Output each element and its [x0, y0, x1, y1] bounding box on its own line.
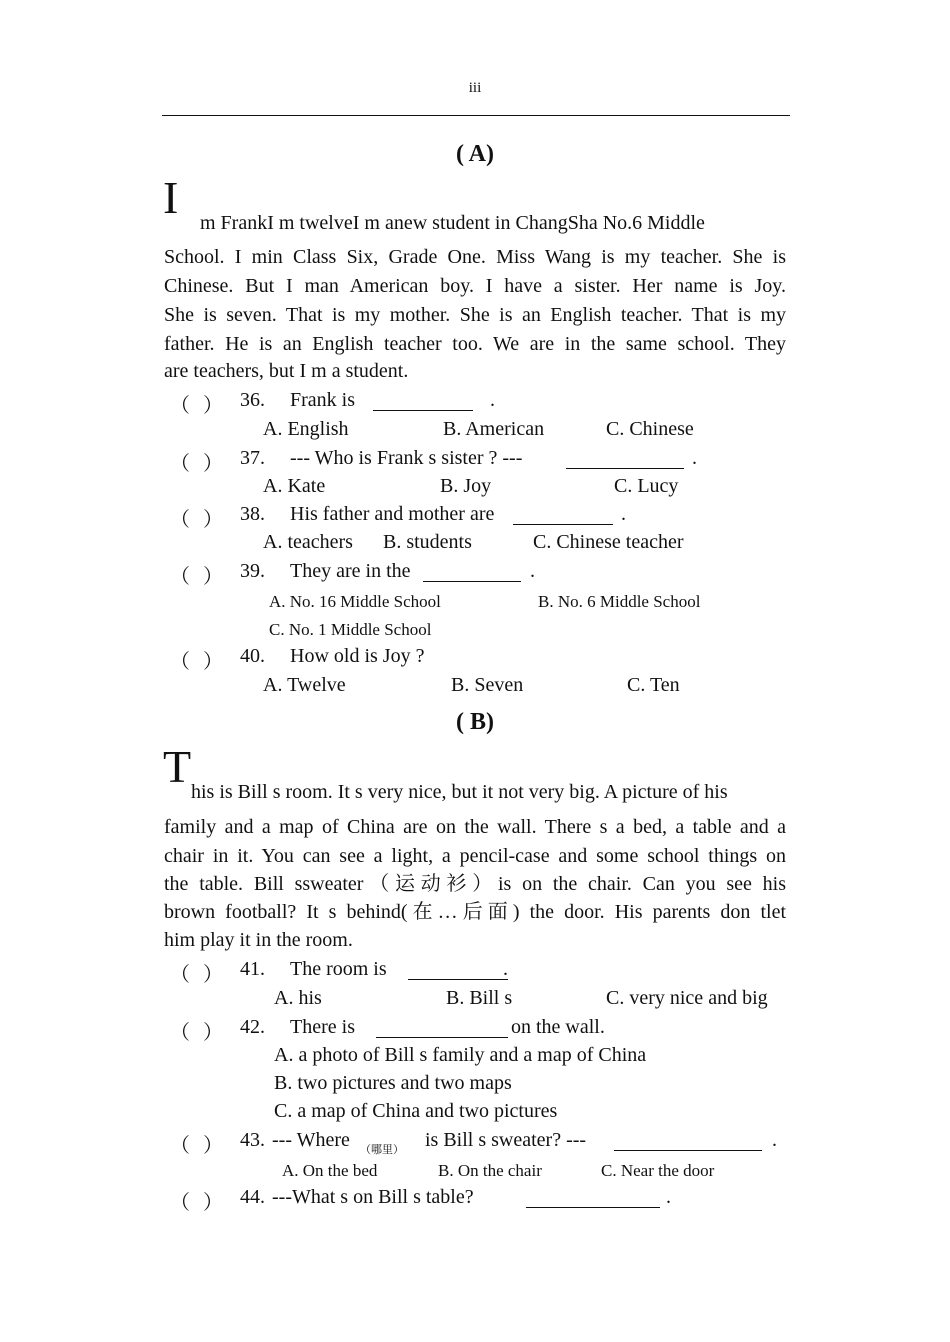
answer-blank[interactable]	[614, 1132, 762, 1151]
answer-paren-right: ）	[203, 453, 223, 475]
question-text: ---What s on Bill s table?	[272, 1186, 474, 1208]
question-period: .	[692, 447, 697, 469]
section-a-title: ( A)	[456, 141, 494, 167]
option-c: C. No. 1 Middle School	[269, 620, 432, 639]
section-b-line-6: him play it in the room.	[164, 929, 353, 951]
answer-paren-left: （	[170, 395, 190, 417]
question-text: His father and mother are	[290, 503, 495, 525]
answer-paren-right: ）	[203, 1192, 223, 1214]
answer-paren-right: ）	[203, 566, 223, 588]
answer-blank[interactable]	[373, 392, 473, 411]
answer-paren-left: （	[170, 964, 190, 986]
question-text: --- Who is Frank s sister ? ---	[290, 447, 523, 469]
answer-paren-left: （	[170, 566, 190, 588]
question-number: 39.	[240, 560, 265, 582]
section-a-line-5: father. He is an English teacher too. We are in the same school. They	[164, 333, 786, 355]
answer-paren-left: （	[170, 1135, 190, 1157]
option-a: A. a photo of Bill s family and a map of China	[274, 1044, 647, 1066]
question-period: .	[503, 958, 508, 980]
question-number: 42.	[240, 1016, 265, 1038]
section-b-line-2: family and a map of China are on the wall. There s a bed, a table and a	[164, 816, 786, 838]
section-b-line-4: the table. Bill ssweater（运动衫）is on the chair. Can you see his	[164, 873, 786, 895]
answer-blank[interactable]	[513, 506, 613, 525]
question-after-text: on the wall.	[511, 1016, 605, 1038]
option-c: C. Near the door	[601, 1161, 715, 1180]
answer-paren-left: （	[170, 1192, 190, 1214]
option-c: C. very nice and big	[606, 987, 768, 1009]
option-b: B. No. 6 Middle School	[538, 592, 701, 611]
question-number: 38.	[240, 503, 265, 525]
section-b-title: ( B)	[456, 709, 494, 735]
header-rule	[162, 115, 790, 116]
question-number: 40.	[240, 645, 265, 667]
answer-blank[interactable]	[423, 563, 521, 582]
question-period: .	[666, 1186, 671, 1208]
question-text: They are in the	[290, 560, 411, 582]
question-number: 41.	[240, 958, 265, 980]
section-a-line-1: m FrankI m twelveI m anew student in ChangSha No.6 Middle	[200, 212, 705, 234]
answer-paren-left: （	[170, 1022, 190, 1044]
section-a-line-2: School. I min Class Six, Grade One. Miss Wang is my teacher. She is	[164, 246, 786, 268]
option-c: C. Ten	[627, 674, 680, 696]
answer-blank[interactable]	[376, 1019, 508, 1038]
question-text: Frank is	[290, 389, 355, 411]
question-period: .	[621, 503, 626, 525]
answer-paren-right: ）	[203, 1135, 223, 1157]
section-b-line-1: his is Bill s room. It s very nice, but it not very big. A picture of his	[191, 781, 728, 803]
question-text: The room is	[290, 958, 387, 980]
option-c: C. a map of China and two pictures	[274, 1100, 558, 1122]
section-a-drop-cap: I	[163, 172, 179, 223]
page-number: iii	[468, 80, 482, 96]
option-b: B. students	[383, 531, 472, 553]
question-number: 36.	[240, 389, 265, 411]
option-a: A. English	[263, 418, 349, 440]
question-text-end: is Bill s sweater? ---	[425, 1129, 587, 1151]
answer-paren-right: ）	[203, 964, 223, 986]
question-text: There is	[290, 1016, 355, 1038]
question-number: 37.	[240, 447, 265, 469]
option-a: A. Twelve	[263, 674, 346, 696]
answer-blank[interactable]	[408, 961, 508, 980]
answer-blank[interactable]	[526, 1189, 660, 1208]
answer-paren-right: ）	[203, 1022, 223, 1044]
question-period: .	[530, 560, 535, 582]
answer-paren-left: （	[170, 453, 190, 475]
section-a-line-6: are teachers, but I m a student.	[164, 360, 409, 382]
question-text: How old is Joy ?	[290, 645, 425, 667]
chinese-gloss: （哪里）	[360, 1144, 404, 1156]
answer-paren-left: （	[170, 651, 190, 673]
option-c: C. Chinese	[606, 418, 694, 440]
answer-paren-right: ）	[203, 509, 223, 531]
question-number: 44.	[240, 1186, 265, 1208]
section-b-line-5: brown football? It s behind(在…后面) the door. His parents don tlet	[164, 901, 786, 923]
option-b: B. Seven	[451, 674, 524, 696]
option-a: A. teachers	[263, 531, 353, 553]
section-b-drop-cap: T	[163, 741, 192, 792]
section-a-line-3: Chinese. But I man American boy. I have a sister. Her name is Joy.	[164, 275, 786, 297]
option-b: B. American	[443, 418, 545, 440]
question-period: .	[490, 389, 495, 411]
answer-paren-right: ）	[203, 651, 223, 673]
section-b-line-3: chair in it. You can see a light, a pencil-case and some school things on	[164, 845, 786, 867]
option-a: A. his	[274, 987, 322, 1009]
section-a-line-4: She is seven. That is my mother. She is an English teacher. That is my	[164, 304, 786, 326]
option-b: B. On the chair	[438, 1161, 542, 1180]
answer-blank[interactable]	[566, 450, 684, 469]
option-a: A. No. 16 Middle School	[269, 592, 441, 611]
option-b: B. two pictures and two maps	[274, 1072, 512, 1094]
option-b: B. Bill s	[446, 987, 513, 1009]
option-c: C. Chinese teacher	[533, 531, 684, 553]
option-c: C. Lucy	[614, 475, 679, 497]
question-number: 43.	[240, 1129, 265, 1151]
option-b: B. Joy	[440, 475, 492, 497]
option-a: A. Kate	[263, 475, 326, 497]
answer-paren-right: ）	[203, 395, 223, 417]
answer-paren-left: （	[170, 509, 190, 531]
option-a: A. On the bed	[282, 1161, 378, 1180]
question-period: .	[772, 1129, 777, 1151]
question-text-start: --- Where	[272, 1129, 350, 1151]
